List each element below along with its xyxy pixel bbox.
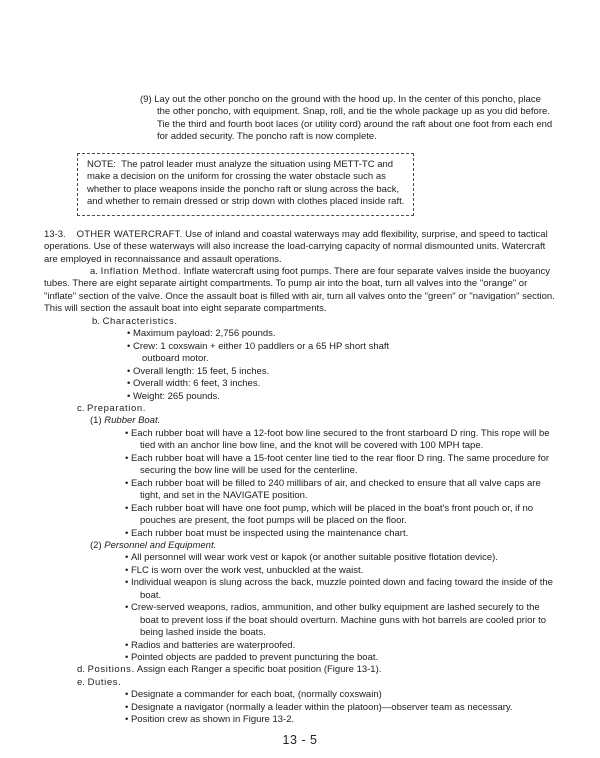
- subsection-e: [77, 677, 556, 689]
- section-title: OTHER WATERCRAFT.: [76, 228, 183, 240]
- note-line: and whether to remain dressed or strip down with clothes placed inside raft.: [87, 196, 405, 208]
- list-item: • Crew: 1 coxswain + either 10 paddlers or a 65 HP short shaft outboard motor.: [127, 341, 412, 366]
- note-box: [77, 153, 414, 216]
- subsection-d-body: Assign each Ranger a specific boat position (Figure 13-1).: [136, 664, 382, 676]
- paragraph-9-text: Lay out the other poncho on the ground with the hood up. In the center of this poncho, place the other poncho, with equipment. Snap, roll, and tie the whole package up as you did before. Tie the third and fourth boot laces (or utility cord) around the raft about one foot from each end for added security. The poncho raft is now complete.: [154, 94, 553, 143]
- group-1-rubber-boat: [90, 415, 556, 427]
- subsection-a-body: Inflate watercraft using foot pumps. There are four separate valves inside the buoyancy tubes. There are eight separate airtight compartments. To pump air into the boat, turn all valves into the "orange" or "inflate" section of the valve. Once the assault boat is filled with air, turn all valves onto the "green" or "navigation" section. This will section the assault boat into eight separate compartments.: [44, 265, 555, 315]
- section-13-3: [44, 229, 556, 266]
- list-item: • Position crew as shown in Figure 13-2.: [125, 714, 556, 726]
- paragraph-9-label: (9): [140, 94, 152, 105]
- list-item: • Each rubber boat will have a 12-foot bow line secured to the front starboard D ring. This rope will be tied with an anchor line bow line, and the knot will be covered with 100 MPH tape.: [125, 428, 556, 453]
- note-line: make a decision on the uniform for crossing the water obstacle such as: [87, 171, 386, 183]
- personnel-equipment-list: [125, 552, 556, 664]
- list-item: • Crew-served weapons, radios, ammunition, and other bulky equipment are lashed securely to the boat to prevent loss if the boat should overturn. Machine guns with hot barrels are cooled prior to being lashed inside the boats.: [125, 602, 556, 639]
- list-item: • Each rubber boat will have one foot pump, which will be placed in the boat's front pouch or, if no pouches are present, the foot pumps will be placed on the floor.: [125, 503, 556, 528]
- duties-list: [125, 689, 556, 726]
- subsection-c-label: c.: [77, 402, 85, 414]
- subsection-d: [77, 664, 556, 676]
- subsection-c: [77, 403, 556, 415]
- group-1-label: (1): [90, 415, 102, 427]
- subsection-a-heading: Inflation Method.: [100, 265, 182, 277]
- subsection-a-label: a.: [90, 265, 98, 277]
- list-item: • Overall width: 6 feet, 3 inches.: [127, 378, 556, 390]
- subsection-d-label: d.: [77, 664, 85, 676]
- subsection-b-heading: Characteristics.: [102, 315, 178, 327]
- list-item: • All personnel will wear work vest or kapok (or another suitable positive flotation device).: [125, 552, 556, 564]
- paragraph-9: [140, 94, 556, 144]
- subsection-b-label: b.: [92, 315, 100, 327]
- group-2-label: (2): [90, 539, 102, 551]
- page-number: 13 - 5: [282, 732, 318, 747]
- subsection-e-label: e.: [77, 676, 85, 688]
- note-line: whether to place weapons inside the poncho raft or slung across the back,: [87, 183, 400, 195]
- list-item: • Weight: 265 pounds.: [127, 391, 556, 403]
- list-item: • Designate a commander for each boat, (normally coxswain): [125, 689, 556, 701]
- section-number: 13-3.: [44, 228, 66, 240]
- group-2-personnel-equipment: [90, 540, 556, 552]
- list-item: • Designate a navigator (normally a leader within the platoon)—observer team as necessary.: [125, 702, 556, 714]
- subsection-c-heading: Preparation.: [87, 402, 146, 414]
- section-body: Use of inland and coastal waterways may add flexibility, surprise, and speed to tactical operations. Use of these waterways will also increase the load-carrying capacity of normal dismounted units. Watercraft are employed in reconnaissance and assault operations.: [44, 228, 548, 265]
- list-item: • Each rubber boat will be filled to 240 millibars of air, and checked to ensure that all valve caps are tight, and set in the NAVIGATE position.: [125, 478, 556, 503]
- subsection-e-heading: Duties.: [87, 676, 122, 688]
- rubber-boat-list: [125, 428, 556, 540]
- group-1-heading: Rubber Boat.: [104, 415, 161, 427]
- subsection-a: [44, 266, 556, 316]
- subsection-b: [92, 316, 556, 328]
- note-line: NOTE: The patrol leader must analyze the situation using METT-TC and: [87, 158, 394, 170]
- list-item: • Maximum payload: 2,756 pounds.: [127, 328, 556, 340]
- list-item: • Each rubber boat must be inspected using the maintenance chart.: [125, 528, 556, 540]
- list-item: • FLC is worn over the work vest, unbuckled at the waist.: [125, 565, 556, 577]
- list-item: • Overall length: 15 feet, 5 inches.: [127, 366, 556, 378]
- list-item: • Each rubber boat will have a 15-foot center line tied to the rear floor D ring. The same procedure for securing the bow line will be used for the centerline.: [125, 453, 556, 478]
- list-item: • Pointed objects are padded to prevent puncturing the boat.: [125, 652, 556, 664]
- subsection-d-heading: Positions.: [87, 664, 135, 676]
- characteristics-list: [127, 328, 556, 403]
- list-item: • Radios and batteries are waterproofed.: [125, 640, 556, 652]
- list-item: • Individual weapon is slung across the back, muzzle pointed down and facing toward the inside of the boat.: [125, 577, 556, 602]
- group-2-heading: Personnel and Equipment.: [104, 539, 217, 551]
